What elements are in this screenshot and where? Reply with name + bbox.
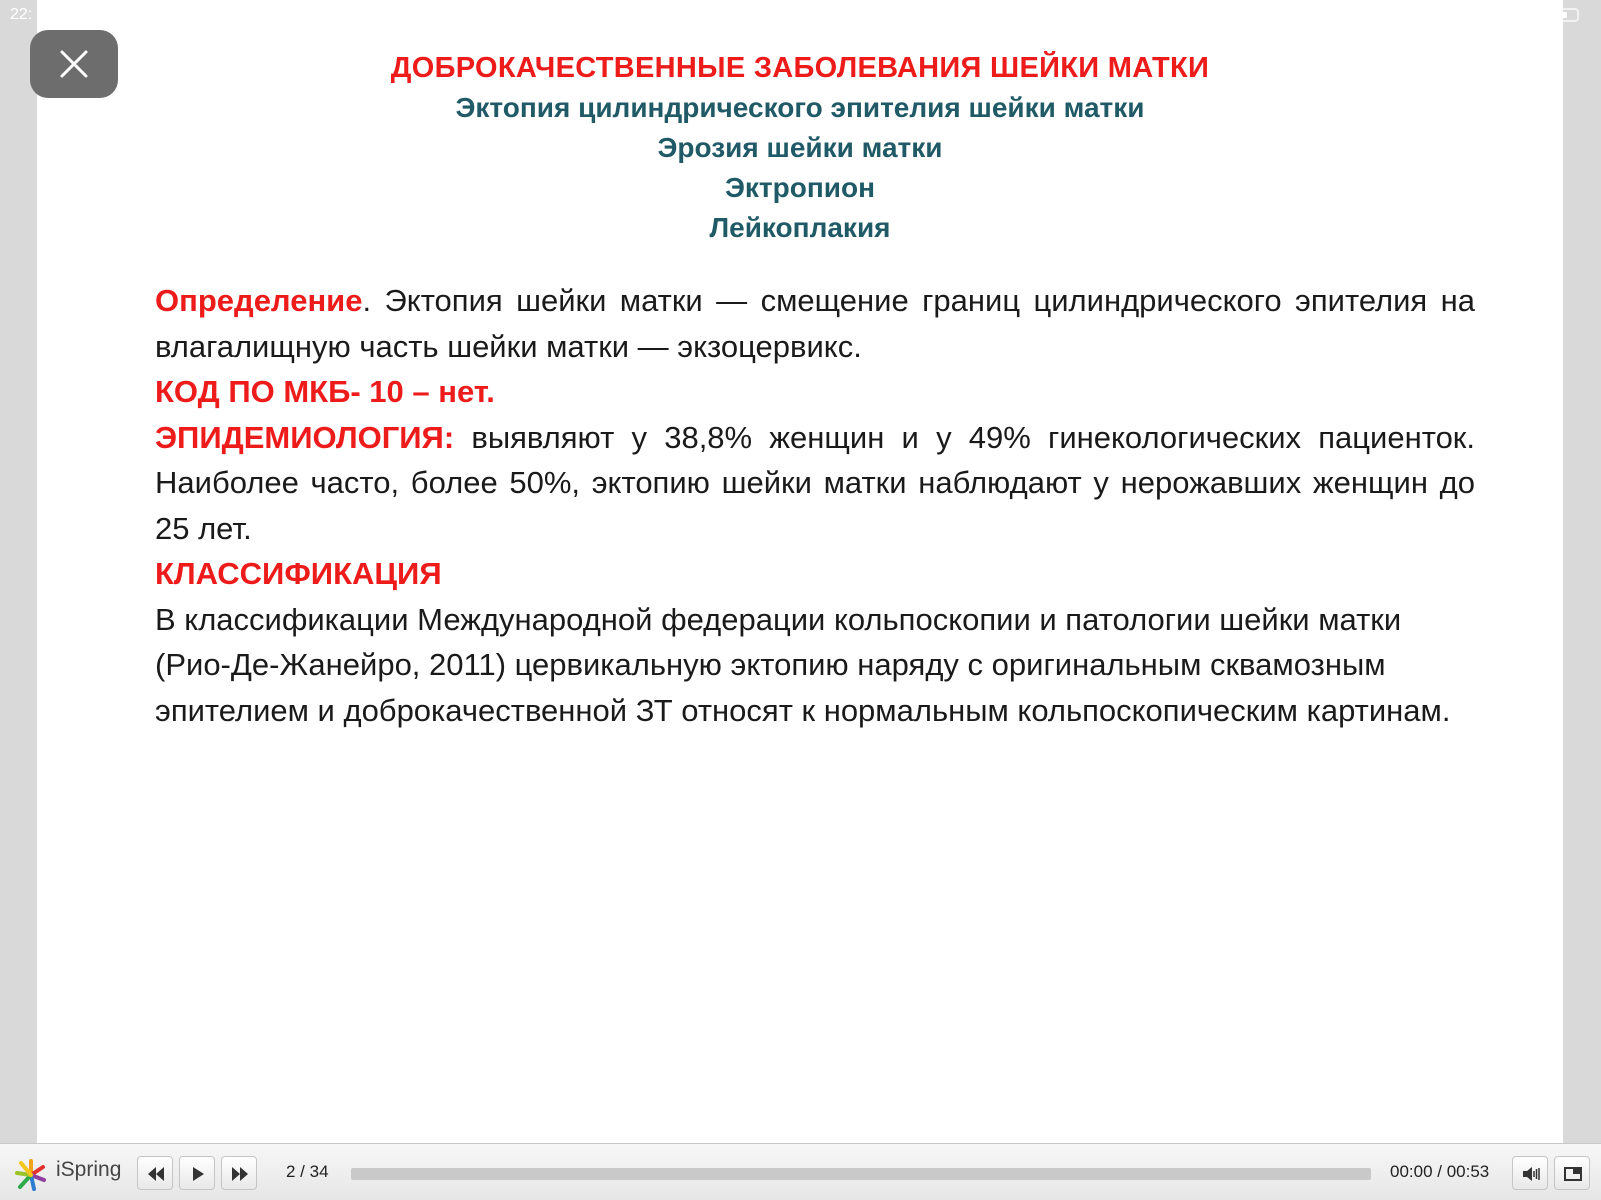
close-button[interactable] bbox=[30, 30, 118, 98]
play-icon bbox=[188, 1165, 208, 1183]
player-toolbar bbox=[0, 1143, 1601, 1200]
slide-subtitle: Эктропион bbox=[725, 172, 875, 203]
slide-header bbox=[37, 48, 1563, 248]
slide-title: ДОБРОКАЧЕСТВЕННЫЕ ЗАБОЛЕВАНИЯ ШЕЙКИ МАТКИ bbox=[390, 52, 1210, 84]
playback-progress-bar[interactable] bbox=[351, 1168, 1371, 1180]
epidemiology-label: ЭПИДЕМИОЛОГИЯ: bbox=[155, 419, 455, 455]
slide-subtitle: Эктопия цилиндрического эпителия шейки матки bbox=[455, 92, 1145, 123]
next-slide-button[interactable] bbox=[221, 1156, 257, 1190]
definition-text: . Эктопия шейки матки — смещение границ цилиндрического эпителия на влагалищную часть шейки матки — экзоцервикс. bbox=[155, 283, 1475, 364]
close-icon bbox=[58, 48, 90, 80]
play-button[interactable] bbox=[179, 1156, 215, 1190]
fullscreen-button[interactable] bbox=[1554, 1156, 1590, 1190]
ispring-logo-text: iSpring bbox=[56, 1158, 122, 1181]
fast-forward-icon bbox=[230, 1165, 250, 1183]
volume-button[interactable] bbox=[1512, 1156, 1548, 1190]
definition-paragraph bbox=[155, 278, 1475, 369]
definition-label: Определение bbox=[155, 283, 363, 318]
slide-counter: 2 / 34 bbox=[286, 1162, 329, 1181]
slide-subtitle: Лейкоплакия bbox=[709, 212, 891, 243]
classification-text: В классификации Международной федерации кольпоскопии и патологии шейки матки (Рио-Де-Жанейро, 2011) цервикальную эктопию наряду с оригинальным сквамозным эпителием и доброкачественной ЗТ относят к нормальным кольпоскопическим картинам. bbox=[155, 601, 1451, 728]
previous-slide-button[interactable] bbox=[137, 1156, 173, 1190]
slide-body bbox=[155, 278, 1475, 733]
rewind-icon bbox=[146, 1165, 166, 1183]
time-display: 00:00 / 00:53 bbox=[1390, 1162, 1490, 1181]
epidemiology-paragraph bbox=[155, 415, 1475, 552]
ispring-logo-icon bbox=[14, 1158, 48, 1192]
fullscreen-icon bbox=[1563, 1165, 1583, 1183]
classification-heading: КЛАССИФИКАЦИЯ bbox=[155, 556, 442, 591]
epidemiology-text: выявляют у 38,8% женщин и у 49% гинекологических пациенток. Наиболее часто, более 50%, эктопию шейки матки наблюдают у нерожавших женщин до 25 лет. bbox=[155, 419, 1475, 546]
icd-code: КОД ПО МКБ- 10 – нет. bbox=[155, 374, 495, 409]
status-time: 22: bbox=[10, 6, 33, 23]
slide-subtitle: Эрозия шейки матки bbox=[657, 132, 943, 163]
volume-icon bbox=[1521, 1165, 1541, 1183]
